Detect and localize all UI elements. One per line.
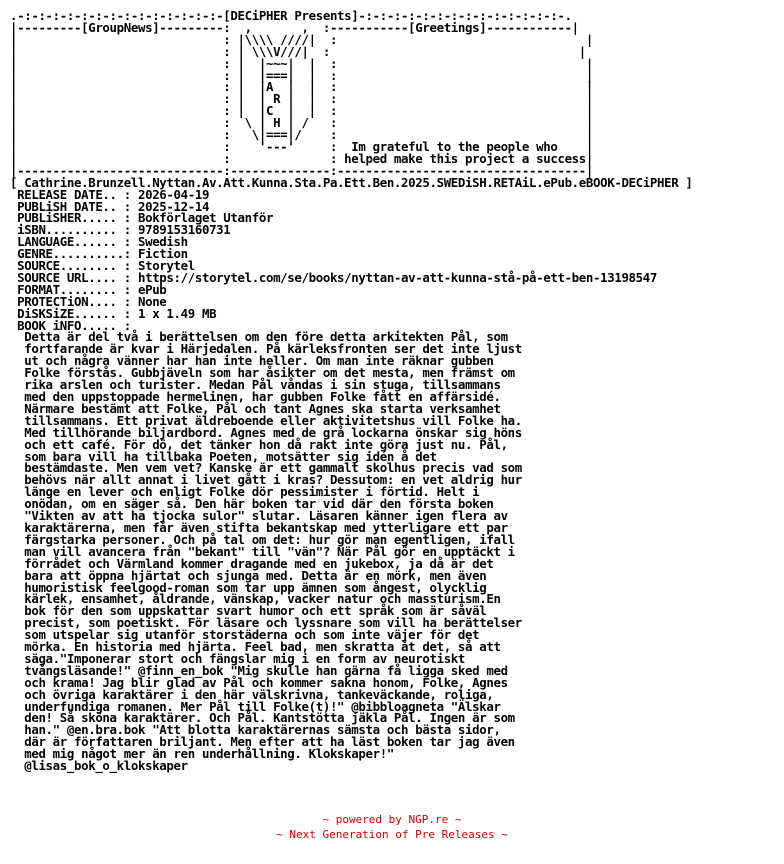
footer-powered-by: ~ powered by NGP.re ~ xyxy=(322,813,462,826)
footer xyxy=(0,812,784,842)
footer-tagline: ~ Next Generation of Pre Releases ~ xyxy=(276,828,508,841)
nfo-text-block: .-:-:-:-:-:-:-:-:-:-:-:-:-:-:-[DECiPHER Presents]-:-:-:-:-:-:-:-:-:-:-:-:-:-:-. |---------[GroupNews]---------: , , :-----------[Greetings]------------| | : |\\\\ ////| : | | : | \\\V///| : | | : | |~~~| | : | | : | |===| | : | | : | |A | | : | | : | | R | | : | | : | |C | | : | | : \ | H | / : | | : \|===|/ : | | : '---' : Im grateful to the people who | | : : helped make this project a success| |-----------------------------:--------------:-----------------------------------| [ Cathrine.Brunzell.Nyttan.Av.Att.Kunna.Sta.Pa.Ett.Ben.2025.SWEDiSH.RETAiL.ePub.eBOOK-DECiPHER ] RELEASE DATE.. : 2026-04-19 PUBLiSH DATE.. : 2025-12-14 PUBLiSHER..... : Bokförlaget Utanför iSBN.......... : 9789153160731 LANGUAGE...... : Swedish GENRE..........: Fiction SOURCE........ : Storytel SOURCE URL.... : https://storytel.com/se/books/nyttan-av-att-kunna-stå-på-ett-ben-13198547 FORMAT........ : ePub PROTECTiON.... : None DiSKSiZE...... : 1 x 1.49 MB BOOK iNFO..... : Detta är del två i berättelsen om den före detta arkitekten Pål, som fortfarande är kvar i Härjedalen. På kärleksfronten ser det inte ljust ut och några vänner har han inte heller. Om man inte räknar gubben Folke förstås. Gubbjäveln som har åsikter om det mesta, men främst om rika arslen och turister. Medan Pål våndas i sin stuga, tillsammans med den uppstoppade hermelinen, har gubben Folke fått en affärsidé. Närmare bestämt att Folke, Pål och tant Agnes ska starta verksamhet tillsammans. Ett privat äldreboende eller aktivitetshus vill Folke ha. Med tillhörande biljardbord. Agnes med de grå lockarna önskar sig höns och ett café. För dö, det tänker hon då rakt inte göra just nu. Pål, som bara vill ha tillbaka Poeten, motsätter sig idén å det bestämdaste. Men vem vet? Kanske är ett gammalt skolhus precis vad som behövs när allt annat i livet gått i kras? Dessutom: en vet aldrig hur länge en lever och enligt Folke dör pessimister i förtid. Helt i onödan, om en säger så. Den här boken tar vid där den första boken "Vikten av att ha tjocka sulor" slutar. Läsaren känner igen flera av karaktärerna, men får även stifta bekantskap med ytterligare ett par färgstarka personer. Och på tal om det: hur gör man egentligen, ifall man vill avancera från "bekant" till "vän"? När Pål gör en upptäckt i förrådet och Värmland kommer dragande med en jukebox, ja då är det bara att öppna hjärtat och sjunga med. Detta är en mörk, men även humoristisk feelgood-roman som tar upp ämnen som ångest, olycklig kärlek, ensamhet, åldrande, vänskap, vacker natur och massturism.En bok för den som uppskattar svart humor och ett språk som är såväl precist, som poetiskt. För läsare och lyssnare som vill ha berättelser som utspelar sig utanför storstäderna och som inte väjer för det mörka. En historia med hjärta. Feel bad, men skratta åt det, så att säga."Imponerar stort och fängslar mig i en form av neurotiskt tvångsläsande!" @finn_en_bok "Mig skulle han gärna få ligga sked med och krama! Jag blir glad av Pål och kommer sakna honom, Folke, Agnes och övriga karaktärer i den här välskrivna, tankeväckande, roliga, underfundiga romanen. Mer Pål till Folke(t)!" @bibbloagneta "Älskar den! Så sköna karaktärer. Och Pål. Kantstötta jäkla Pål. Ingen är som han." @en.bra.bok "Att blotta karaktärernas sämsta och bästa sidor, där är författaren briljant. Men efter att ha läst boken tar jag även med mig något mer än ren underhållning. Klokskaper!" @lisas_bok_o_klokskaper xyxy=(10,8,693,774)
